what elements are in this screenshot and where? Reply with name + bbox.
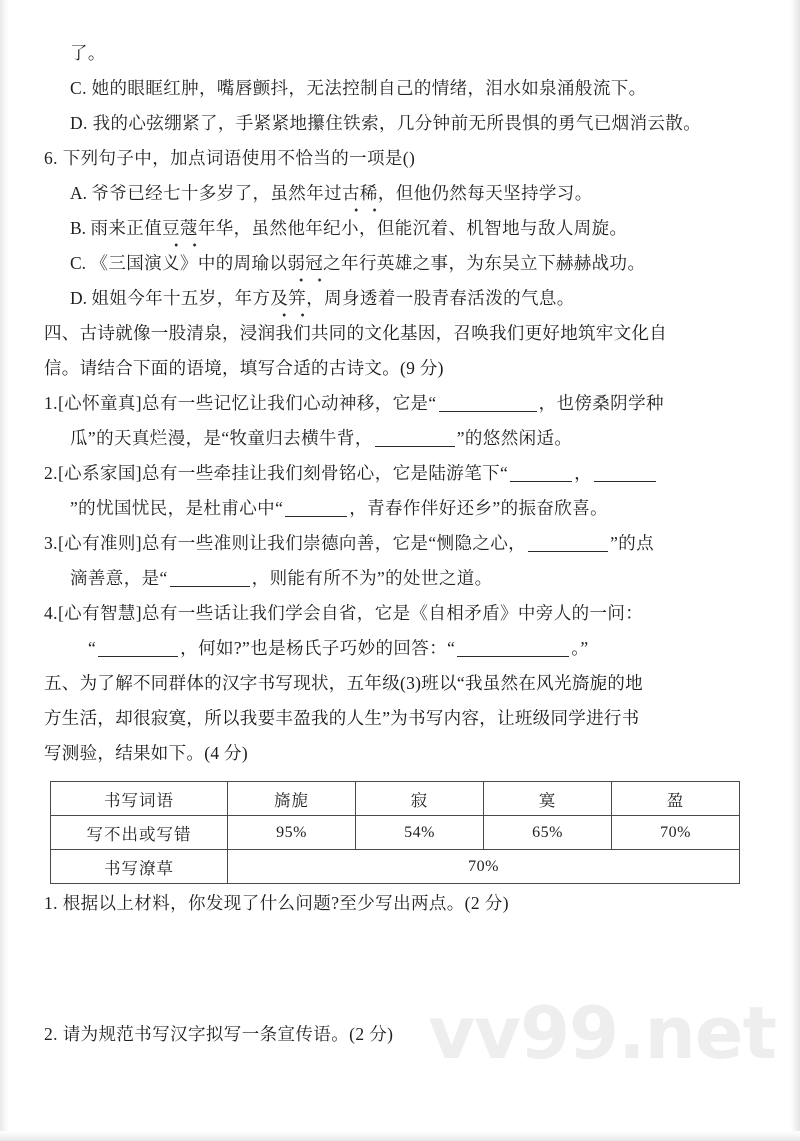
- item-2-text-c: ，青春作伴好还乡”的振奋欣喜。: [349, 498, 609, 518]
- q6-option-d: [44, 281, 756, 316]
- answer-blank[interactable]: [457, 639, 569, 657]
- q6-stem: 6. 下列句子中，加点词语使用不恰当的一项是(): [44, 148, 416, 168]
- item-1-text-d: ”的悠然闲适。: [456, 428, 573, 448]
- item-2-sep: ，: [574, 463, 593, 483]
- table-header-words: 书写词语: [51, 782, 228, 816]
- item-2-text-a: 总有一些牵挂让我们刻骨铭心，它是陆游笔下“: [142, 463, 509, 483]
- section-four-item-2-line-1: [44, 456, 756, 491]
- q5-option-c: C. 她的眼眶红肿，嘴唇颤抖，无法控制自己的情绪，泪水如泉涌般流下。: [70, 78, 647, 98]
- q6-option-c-emphasis: 弱冠: [287, 246, 323, 281]
- answer-blank[interactable]: [528, 534, 608, 552]
- answer-blank[interactable]: [98, 639, 178, 657]
- table-cell-word-1: 旖旎: [228, 782, 356, 816]
- q6-option-d-label: D.: [70, 288, 92, 308]
- answer-blank[interactable]: [285, 499, 347, 517]
- q6-option-a-emphasis: 古稀: [342, 176, 378, 211]
- table-header-sloppy: 书写潦草: [51, 850, 228, 884]
- item-3-number: 3.: [44, 533, 58, 553]
- section-five-question-2: 2. 请为规范书写汉字拟写一条宣传语。(2 分): [44, 1024, 394, 1044]
- section-four-item-3-line-1: [44, 526, 756, 561]
- table-cell-word-3: 寞: [484, 782, 612, 816]
- survey-table: [50, 781, 740, 884]
- section-four-head-line1: 四、古诗就像一股清泉，浸润我们共同的文化基因，召唤我们更好地筑牢文化自: [44, 323, 667, 343]
- item-3-text-d: ，则能有所不为”的处世之道。: [251, 568, 493, 588]
- section-five-head-line1: 五、为了解不同群体的汉字书写现状，五年级(3)班以“我虽然在风光旖旎的地: [44, 673, 643, 693]
- watermark: vv99.net: [428, 991, 776, 1075]
- answer-blank[interactable]: [594, 464, 656, 482]
- item-4-text-a: 总有一些话让我们学会自省，它是《自相矛盾》中旁人的一问：: [142, 603, 644, 623]
- table-cell-error-3: 65%: [484, 816, 612, 850]
- q6-option-d-post: ，周身透着一股青春活泼的气息。: [306, 288, 575, 308]
- section-five-question-1: 1. 根据以上材料，你发现了什么问题?至少写出两点。(2 分): [44, 893, 509, 913]
- table-cell-sloppy-value: 70%: [228, 850, 740, 884]
- section-four-item-4-line-2: [44, 631, 756, 666]
- section-four-item-2-line-2: [44, 491, 756, 526]
- item-3-text-a: 总有一些准则让我们崇德向善，它是“恻隐之心，: [142, 533, 527, 553]
- q5-option-d: D. 我的心弦绷紧了，手紧紧地攥住铁索，几分钟前无所畏惧的勇气已烟消云散。: [70, 113, 702, 133]
- q6-option-a-label: A.: [70, 183, 92, 203]
- item-4-text-c: 。”: [571, 638, 589, 658]
- item-4-tag: [心有智慧]: [57, 603, 142, 623]
- table-cell-word-4: 盈: [612, 782, 740, 816]
- table-row: [51, 850, 740, 884]
- table-header-error-rate: 写不出或写错: [51, 816, 228, 850]
- section-four-item-1-line-1: [44, 386, 756, 421]
- item-1-number: 1.: [44, 393, 58, 413]
- item-4-quote-open: “: [88, 638, 97, 658]
- item-3-tag: [心有准则]: [57, 533, 142, 553]
- q6-option-b-label: B.: [70, 218, 91, 238]
- q5-continuation: 了。: [70, 43, 106, 63]
- item-4-number: 4.: [44, 603, 58, 623]
- answer-blank[interactable]: [510, 464, 572, 482]
- q6-option-b: [44, 211, 756, 246]
- section-four-item-4-line-1: [44, 596, 756, 631]
- answer-blank[interactable]: [170, 569, 250, 587]
- q6-option-b-pre: 雨来正值: [90, 218, 163, 238]
- scan-edge-bottom: [0, 1131, 800, 1141]
- table-cell-error-2: 54%: [356, 816, 484, 850]
- survey-table-wrapper: [50, 781, 740, 884]
- q6-option-b-emphasis: 豆蔻: [162, 211, 198, 246]
- item-1-text-a: 总有一些记忆让我们心动神移，它是“: [142, 393, 437, 413]
- item-4-text-b: ，何如?”也是杨氏子巧妙的回答：“: [180, 638, 456, 658]
- item-1-text-c: 瓜”的天真烂漫，是“牧童归去横牛背，: [70, 428, 373, 448]
- q6-option-c-label: C.: [70, 253, 91, 273]
- answer-space-1[interactable]: [44, 921, 756, 1017]
- q6-option-b-post: 年华，虽然他年纪小，但能沉着、机智地与敌人周旋。: [197, 218, 628, 238]
- table-cell-error-1: 95%: [228, 816, 356, 850]
- table-row: [51, 782, 740, 816]
- section-five-head-line3: 写测验，结果如下。(4 分): [44, 743, 248, 763]
- table-cell-word-2: 寂: [356, 782, 484, 816]
- answer-blank[interactable]: [375, 429, 455, 447]
- q6-option-d-pre: 姐姐今年十五岁，年方: [91, 288, 271, 308]
- q6-option-c-pre: 《三国演义》中的周瑜以: [90, 253, 288, 273]
- item-3-text-b: ”的点: [610, 533, 655, 553]
- item-1-text-b: ，也傍桑阴学种: [538, 393, 664, 413]
- q6-option-c: [44, 246, 756, 281]
- q6-option-c-post: 之年行英雄之事，为东吴立下赫赫战功。: [323, 253, 646, 273]
- item-2-text-b: ”的忧国忧民，是杜甫心中“: [70, 498, 284, 518]
- table-row: [51, 816, 740, 850]
- item-1-tag: [心怀童真]: [57, 393, 142, 413]
- section-four-item-3-line-2: [44, 561, 756, 596]
- item-2-number: 2.: [44, 463, 58, 483]
- q6-option-a: [44, 176, 756, 211]
- item-3-text-c: 滴善意，是“: [70, 568, 168, 588]
- q6-option-d-emphasis: 及笄: [270, 281, 306, 316]
- q6-option-a-post: ，但他仍然每天坚持学习。: [377, 183, 593, 203]
- q6-option-a-pre: 爷爷已经七十多岁了，虽然年过: [91, 183, 342, 203]
- section-four-item-1-line-2: [44, 421, 756, 456]
- answer-blank[interactable]: [439, 394, 537, 412]
- item-2-tag: [心系家国]: [57, 463, 142, 483]
- section-four-head-line2: 信。请结合下面的语境，填写合适的古诗文。(9 分): [44, 358, 444, 378]
- section-five-head-line2: 方生活，却很寂寞，所以我要丰盈我的人生”为书写内容，让班级同学进行书: [44, 708, 640, 728]
- table-cell-error-4: 70%: [612, 816, 740, 850]
